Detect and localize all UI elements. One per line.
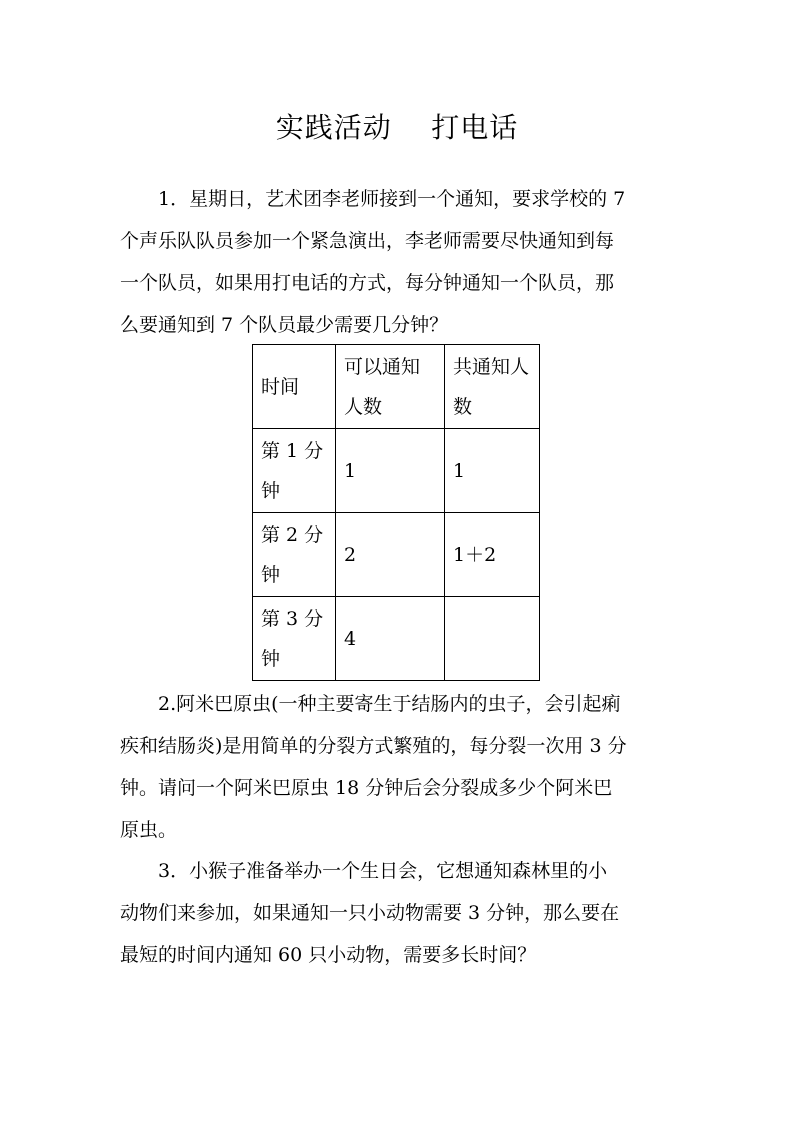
table-cell: 2 bbox=[336, 513, 445, 597]
question-2-line: 钟。请问一个阿米巴原虫 18 分钟后会分裂成多少个阿米巴 bbox=[120, 777, 613, 799]
question-2-line: 疾和结肠炎)是用简单的分裂方式繁殖的，每分裂一次用 3 分 bbox=[120, 735, 627, 757]
table-cell: 第 2 分钟 bbox=[253, 513, 336, 597]
page-title: 实践活动 打电话 bbox=[275, 111, 519, 144]
table-cell: 第 1 分钟 bbox=[253, 429, 336, 513]
notification-table bbox=[252, 344, 540, 681]
table-row bbox=[253, 429, 540, 513]
question-3-line: 最短的时间内通知 60 只小动物，需要多长时间？ bbox=[120, 944, 537, 966]
question-3-line: 动物们来参加，如果通知一只小动物需要 3 分钟，那么要在 bbox=[120, 902, 620, 924]
question-1-line: 1．星期日，艺术团李老师接到一个通知，要求学校的 7 bbox=[158, 188, 626, 210]
question-2-line: 2.阿米巴原虫(一种主要寄生于结肠内的虫子，会引起痢 bbox=[158, 693, 621, 715]
question-1-line: 个声乐队队员参加一个紧急演出，李老师需要尽快通知到每 bbox=[120, 230, 615, 252]
header-can-notify: 可以通知人数 bbox=[336, 345, 445, 429]
question-1 bbox=[120, 178, 678, 346]
header-total-notified: 共通知人数 bbox=[445, 345, 540, 429]
table-header-row bbox=[253, 345, 540, 429]
question-3 bbox=[120, 850, 678, 976]
question-3-line: 3．小猴子准备举办一个生日会，它想通知森林里的小 bbox=[158, 860, 608, 882]
table-cell-empty bbox=[445, 597, 540, 681]
question-2-line: 原虫。 bbox=[120, 819, 178, 841]
table-cell: 第 3 分钟 bbox=[253, 597, 336, 681]
table-cell: 1 bbox=[445, 429, 540, 513]
question-2 bbox=[120, 683, 678, 851]
question-1-line: 么要通知到 7 个队员最少需要几分钟？ bbox=[120, 314, 449, 336]
question-1-line: 一个队员，如果用打电话的方式，每分钟通知一个队员，那 bbox=[120, 272, 615, 294]
table-cell: 1＋2 bbox=[445, 513, 540, 597]
table-row bbox=[253, 597, 540, 681]
table-row bbox=[253, 513, 540, 597]
header-time: 时间 bbox=[253, 345, 336, 429]
table-cell: 4 bbox=[336, 597, 445, 681]
table-cell: 1 bbox=[336, 429, 445, 513]
